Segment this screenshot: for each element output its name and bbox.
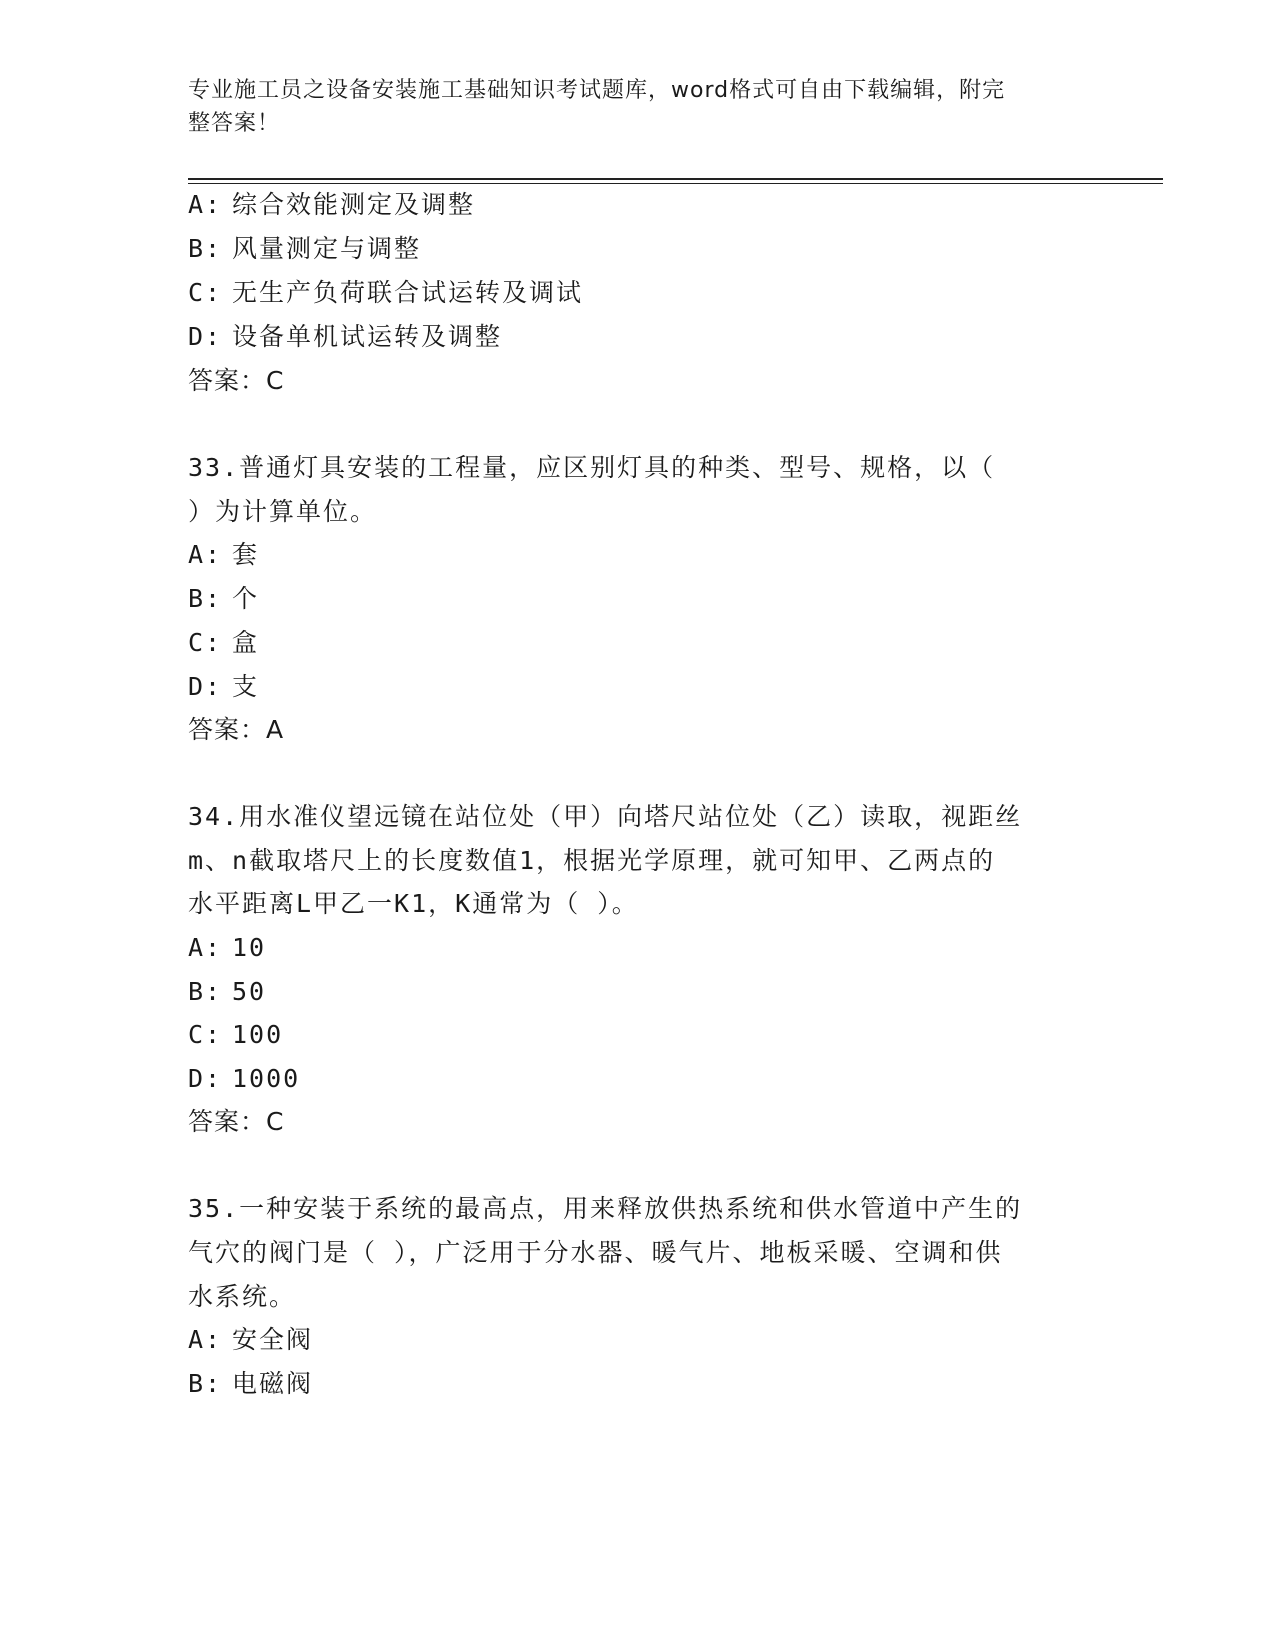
q33-option-b <box>188 582 259 616</box>
q34-stem-line-1: 34.用水准仪望远镜在站位处（甲）向塔尺站位处（乙）读取，视距丝 <box>188 802 1023 831</box>
document-header <box>188 74 1088 140</box>
option-text: 1000 <box>232 1064 301 1093</box>
q33-answer: 答案：A <box>188 715 285 744</box>
q35-stem-line-1: 35.一种安装于系统的最高点，用来释放供热系统和供水管道中产生的 <box>188 1194 1023 1223</box>
option-text: 盒 <box>232 628 260 657</box>
q33-stem-line-1: 33.普通灯具安装的工程量，应区别灯具的种类、型号、规格，以（ <box>188 453 996 482</box>
option-key: B: <box>188 234 223 263</box>
q32-option-a <box>188 188 475 222</box>
option-text: 50 <box>232 977 267 1006</box>
option-key: A: <box>188 1325 223 1354</box>
option-text: 100 <box>232 1020 284 1049</box>
option-key: C: <box>188 1020 223 1049</box>
q33-option-c <box>188 626 259 660</box>
header-line-1: 专业施工员之设备安装施工基础知识考试题库，word格式可自由下载编辑，附完 <box>188 78 1006 103</box>
q34-option-b <box>188 975 266 1009</box>
option-key: B: <box>188 584 223 613</box>
q35-stem-line-3: 水系统。 <box>188 1282 297 1311</box>
option-text: 安全阀 <box>232 1325 314 1354</box>
option-key: D: <box>188 1064 223 1093</box>
q34-stem-line-2: m、n截取塔尺上的长度数值1，根据光学原理，就可知甲、乙两点的 <box>188 846 996 875</box>
option-text: 个 <box>232 584 260 613</box>
q32-option-d <box>188 320 502 354</box>
option-text: 支 <box>232 672 260 701</box>
option-key: D: <box>188 322 223 351</box>
q33-stem-line-2: ）为计算单位。 <box>188 497 378 526</box>
header-rule-thick <box>188 178 1163 180</box>
option-key: A: <box>188 540 223 569</box>
option-key: B: <box>188 1369 223 1398</box>
header-rule-thin <box>188 183 1163 184</box>
option-key: A: <box>188 933 223 962</box>
q34-option-d <box>188 1062 300 1096</box>
q35-option-b <box>188 1367 313 1401</box>
option-text: 电磁阀 <box>232 1369 314 1398</box>
q32-option-b <box>188 232 421 266</box>
q34-stem-line-3: 水平距离L甲乙一K1，K通常为（ ）。 <box>188 889 639 918</box>
q34-answer: 答案：C <box>188 1107 285 1136</box>
option-key: B: <box>188 977 223 1006</box>
q32-answer: 答案：C <box>188 366 285 395</box>
option-key: A: <box>188 190 223 219</box>
q34-option-a <box>188 931 266 965</box>
q32-option-c <box>188 276 583 310</box>
option-text: 套 <box>232 540 260 569</box>
q33-option-d <box>188 670 259 704</box>
option-text: 设备单机试运转及调整 <box>232 322 503 351</box>
option-text: 综合效能测定及调整 <box>232 190 476 219</box>
q35-stem-line-2: 气穴的阀门是（ ），广泛用于分水器、暖气片、地板采暖、空调和供 <box>188 1238 1003 1267</box>
option-text: 无生产负荷联合试运转及调试 <box>232 278 584 307</box>
q34-option-c <box>188 1018 283 1052</box>
option-text: 风量测定与调整 <box>232 234 422 263</box>
option-key: C: <box>188 628 223 657</box>
option-key: C: <box>188 278 223 307</box>
q35-option-a <box>188 1323 313 1357</box>
q33-option-a <box>188 538 259 572</box>
option-text: 10 <box>232 933 267 962</box>
option-key: D: <box>188 672 223 701</box>
header-line-2: 整答案！ <box>188 111 281 136</box>
